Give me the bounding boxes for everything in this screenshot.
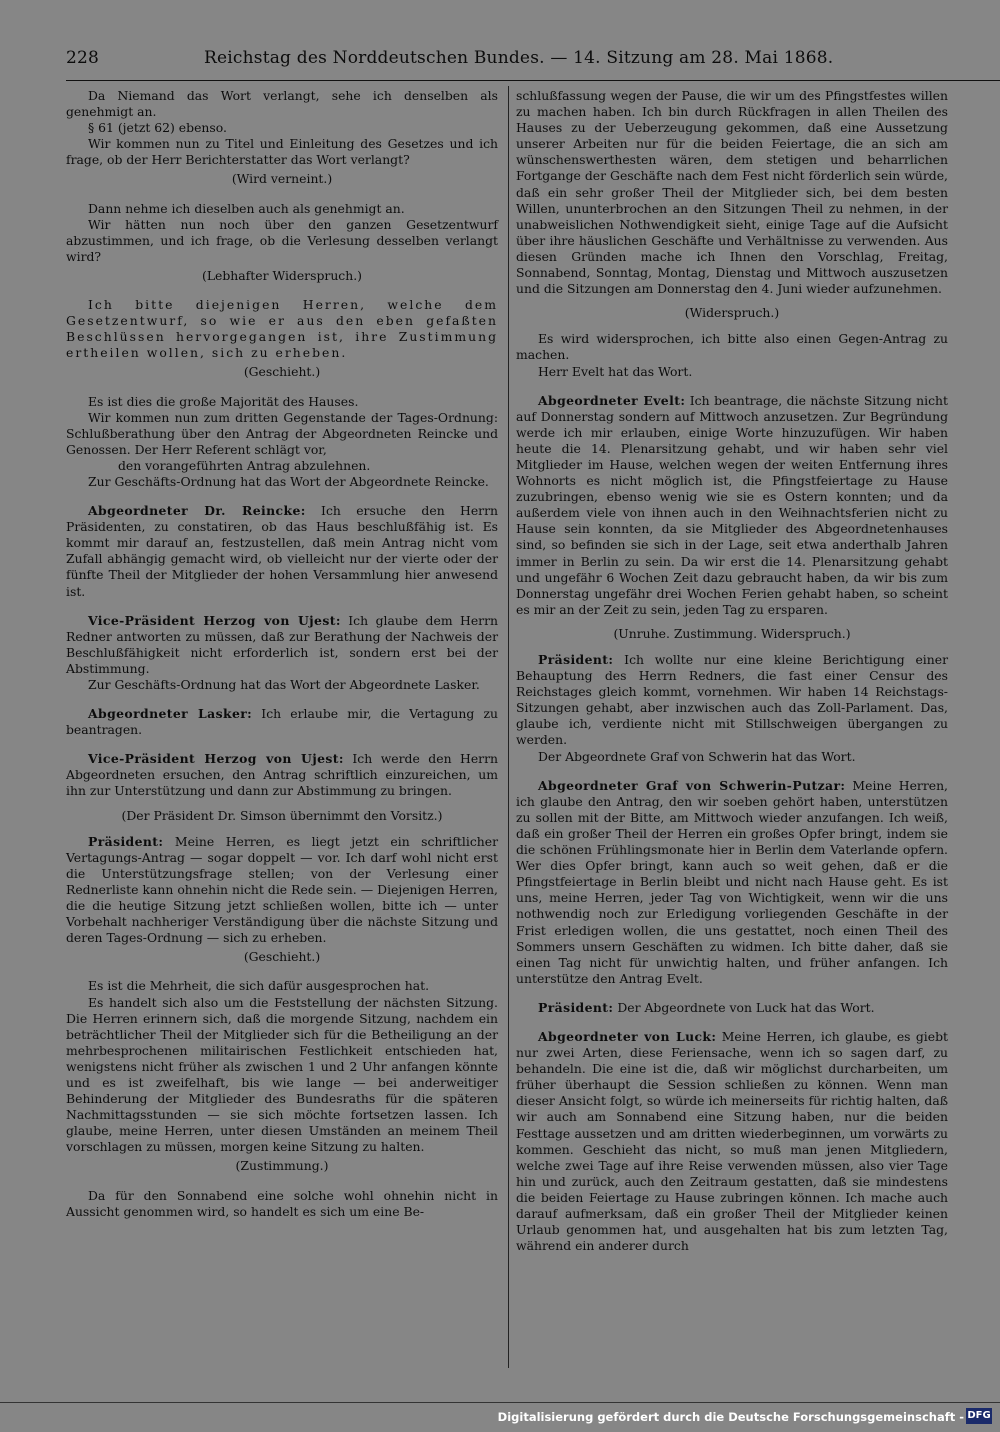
page-header bbox=[66, 48, 834, 74]
stage-direction bbox=[516, 305, 948, 321]
paragraph-text: (Geschieht.) bbox=[243, 364, 321, 380]
paragraph bbox=[66, 394, 498, 410]
paragraph-text: Wir hätten nun noch über den ganzen Gesetzentwurf abzustimmen, und ich frage, ob die Verlesung desselben verlangt wird? bbox=[66, 216, 498, 264]
paragraph-text: Herr Evelt hat das Wort. bbox=[538, 363, 693, 379]
paragraph bbox=[516, 1029, 948, 1254]
paragraph-text: Ich bitte diejenigen Herren, welche dem Gesetzentwurf, so wie er aus den eben gefaßten Beschlüssen hervorgegangen ist, ihre Zustimmung ertheilen wollen, sich zu erheben. bbox=[66, 297, 498, 361]
paragraph bbox=[516, 393, 948, 618]
paragraph-text: Ich wollte nur eine kleine Berichtigung einer Behauptung des Herrn Redners, die fast einer Censur des Reichstages gleich kommt, vornehmen. Wir haben 14 Reichstags-Sitzungen gehabt, aber inzwischen auch das Zoll-Parlament. Das, glaube ich, verdiente nicht mit Stillschweigen übergangen zu werden. bbox=[516, 652, 948, 748]
paragraph-text: (Zustimmung.) bbox=[235, 1158, 329, 1174]
paragraph-text: Ich glaube dem Herrn Redner antworten zu müssen, daß zur Berathung der Nachweis der Beschlußfähigkeit nicht erforderlich ist, sondern erst bei der Abstimmung. bbox=[66, 612, 498, 676]
paragraph bbox=[516, 778, 948, 987]
stage-direction bbox=[66, 268, 498, 284]
paragraph-text: schlußfassung wegen der Pause, die wir um des Pfingstfestes willen zu machen haben. Ich bin durch Rückfragen in allen Theilen des Hauses zu der Ueberzeugung gekommen, daß eine Aussetzung unserer Arbeiten nur für die beiden Feiertage, die an sich am wünschenswerthesten wären, dem stetigen und beharrlichen Fortgange der Geschäfte nach dem Fest nicht förderlich sein würde, daß ein sehr großer Theil der Mitglieder sich, bei dem besten Willen, ununterbrochen an den Sitzungen Theil zu nehmen, in der unabweislichen Nothwendigkeit sieht, einige Tage auf die Aufsicht über ihre häuslichen Geschäfte und Verhältnisse zu verwenden. Aus diesen Gründen mache ich Ihnen den Vorschlag, Freitag, Sonnabend, Sonntag, Montag, Dienstag und Mittwoch auszusetzen und die Sitzungen am Donnerstag den 4. Juni wieder aufzunehmen. bbox=[516, 88, 948, 297]
header-rule bbox=[66, 80, 1000, 81]
paragraph-text: (Lebhafter Widerspruch.) bbox=[201, 267, 362, 283]
speaker-name: Präsident: bbox=[538, 652, 614, 667]
paragraph bbox=[66, 706, 498, 738]
paragraph-text: (Der Präsident Dr. Simson übernimmt den Vorsitz.) bbox=[121, 807, 443, 823]
paragraph-text: Da Niemand das Wort verlangt, sehe ich denselben als genehmigt an. bbox=[66, 88, 498, 120]
paragraph bbox=[516, 652, 948, 749]
paragraph bbox=[66, 474, 498, 490]
paragraph bbox=[66, 995, 498, 1156]
speaker-name: Präsident: bbox=[88, 833, 164, 849]
paragraph-text: Zur Geschäfts-Ordnung hat das Wort der Abgeordnete Lasker. bbox=[88, 677, 480, 692]
speaker-name: Vice-Präsident Herzog von Ujest: bbox=[88, 612, 341, 628]
paragraph bbox=[66, 751, 498, 799]
paragraph-text: Zur Geschäfts-Ordnung hat das Wort der Abgeordnete Reincke. bbox=[88, 473, 489, 489]
paragraph-text: Es handelt sich also um die Feststellung der nächsten Sitzung. Die Herren erinnern sich, daß die morgende Sitzung, nachdem ein beträchtlicher Theil der Mitglieder sich für die Betheiligung an der mehrbesprochenen militairischen Festlichkeit entschieden hat, wenigstens nicht früher als zwischen 1 und 2 Uhr anfangen könnte und es ist zweifelhaft, bis wie lange — bei anderweitiger Behinderung der Mitglieder des Bundesraths für die späteren Nachmittagsstunden — sie sich möchte fortsetzen lassen. Ich glaube, meine Herren, unter diesen Umständen an meinem Theil vorschlagen zu müssen, morgen keine Sitzung zu halten. bbox=[66, 994, 498, 1155]
paragraph bbox=[516, 364, 948, 380]
paragraph bbox=[118, 458, 498, 474]
page-title: Reichstag des Norddeutschen Bundes. — 14. Sitzung am 28. Mai 1868. bbox=[204, 48, 834, 68]
paragraph-text: Es ist die Mehrheit, die sich dafür ausgesprochen hat. bbox=[88, 978, 430, 994]
column-divider bbox=[508, 86, 509, 1368]
paragraph-text: Meine Herren, ich glaube den Antrag, den wir soeben gehört haben, unterstützen zu sollen mit der Bitte, am Mittwoch wieder anzufangen. Ich weiß, daß ein großer Theil der Herren ein großes Opfer bringt, indem sie die schönen Frühlingsmonate hier in Berlin dem Vaterlande opfern. Wer dies Opfer bringt, kann auch so weit gehen, daß er die Pfingstfeiertage in Berlin bleibt und nicht nach Hause geht. Es ist uns, meine Herren, jeder Tag von Wichtigkeit, wenn wir die uns nothwendig noch zur Erledigung vorliegenden Geschäfte in der Frist erledigen wollen, die uns gestattet, noch einen Theil des Sommers unsern Geschäften zu widmen. Ich bitte daher, daß sie einen Tag nicht für unwichtig halten, und früher anfangen. Ich unterstütze den Antrag Evelt. bbox=[516, 777, 948, 986]
paragraph bbox=[66, 613, 498, 677]
paragraph-text: Wir kommen nun zu Titel und Einleitung des Gesetzes und ich frage, ob der Herr Berichterstatter das Wort verlangt? bbox=[66, 136, 498, 168]
speaker-name: Vice-Präsident Herzog von Ujest: bbox=[88, 751, 344, 767]
dfg-logo: DFG bbox=[966, 1408, 992, 1424]
paragraph bbox=[66, 503, 498, 600]
paragraph bbox=[66, 297, 498, 361]
paragraph-text: Dann nehme ich dieselben auch als genehmigt an. bbox=[88, 200, 405, 216]
paragraph bbox=[66, 410, 498, 458]
paragraph-text: (Wird verneint.) bbox=[231, 171, 333, 187]
paragraph-text: (Geschieht.) bbox=[243, 949, 321, 965]
paragraph bbox=[516, 1000, 948, 1016]
speaker-name: Abgeordneter Graf von Schwerin-Putzar: bbox=[538, 777, 846, 793]
right-column bbox=[516, 88, 948, 1254]
paragraph bbox=[516, 88, 948, 297]
left-column bbox=[66, 88, 498, 1220]
paragraph-text: Wir kommen nun zum dritten Gegenstande der Tages-Ordnung: Schlußberathung über den Antrag der Abgeordneten Reincke und Genossen. Der Herr Referent schlägt vor, bbox=[66, 409, 498, 457]
paragraph-text: Ich erlaube mir, die Vertagung zu beantragen. bbox=[66, 706, 498, 738]
paragraph bbox=[516, 331, 948, 363]
stage-direction bbox=[516, 626, 948, 642]
stage-direction bbox=[66, 364, 498, 380]
footer-credit: Digitalisierung gefördert durch die Deutsche Forschungsgemeinschaft - bbox=[497, 1410, 964, 1424]
stage-direction bbox=[66, 949, 498, 965]
paragraph bbox=[66, 88, 498, 120]
speaker-name: Abgeordneter Evelt: bbox=[538, 392, 686, 408]
page-number: 228 bbox=[66, 48, 100, 68]
paragraph bbox=[66, 217, 498, 265]
speaker-name: Abgeordneter Dr. Reincke: bbox=[88, 503, 306, 519]
paragraph-text: Es wird widersprochen, ich bitte also einen Gegen-Antrag zu machen. bbox=[516, 331, 948, 363]
paragraph bbox=[66, 136, 498, 168]
paragraph bbox=[66, 834, 498, 947]
stage-direction bbox=[66, 808, 498, 824]
paragraph bbox=[66, 677, 498, 693]
paragraph-text: Ich ersuche den Herrn Präsidenten, zu constatiren, ob das Haus beschlußfähig ist. Es kommt mir darauf an, festzustellen, daß mein Antrag nicht vom Zufall abhängig gemacht wird, ob vielleicht nur der vierte oder der fünfte Theil der Mitglieder der hohen Versammlung hier anwesend ist. bbox=[66, 503, 498, 599]
paragraph-text: Ich werde den Herrn Abgeordneten ersuchen, den Antrag schriftlich einzureichen, um ihn zur Unterstützung und dann zur Abstimmung zu bringen. bbox=[66, 751, 498, 799]
paragraph-text: § 61 (jetzt 62) ebenso. bbox=[88, 120, 227, 136]
paragraph-text: den vorangeführten Antrag abzulehnen. bbox=[118, 457, 371, 473]
stage-direction bbox=[66, 1158, 498, 1174]
paragraph-text: Der Abgeordnete Graf von Schwerin hat das Wort. bbox=[538, 748, 856, 764]
paragraph-text: Meine Herren, es liegt jetzt ein schriftlicher Vertagungs-Antrag — sogar doppelt — vor. Ich darf wohl nicht erst die Unterstützungsfrage stellen; von der Verlesung einer Rednerliste kann ohnehin nicht die Rede sein. — Diejenigen Herren, die die heutige Sitzung jetzt schließen wollen, bitte ich — unter Vorbehalt nachheriger Verständigung über die nächste Sitzung und deren Tages-Ordnung — sich zu erheben. bbox=[66, 833, 498, 946]
paragraph bbox=[66, 1188, 498, 1220]
paragraph-text: Es ist dies die große Majorität des Hauses. bbox=[88, 393, 359, 409]
speaker-name: Abgeordneter Lasker: bbox=[88, 706, 253, 722]
paragraph bbox=[516, 749, 948, 765]
paragraph bbox=[66, 978, 498, 994]
paragraph bbox=[66, 120, 498, 136]
stage-direction bbox=[66, 171, 498, 187]
paragraph-text: (Widerspruch.) bbox=[684, 305, 780, 321]
speaker-name: Präsident: bbox=[538, 999, 614, 1015]
paragraph-text: Der Abgeordnete von Luck hat das Wort. bbox=[613, 999, 875, 1015]
speaker-name: Abgeordneter von Luck: bbox=[538, 1028, 717, 1044]
paragraph-text: Meine Herren, ich glaube, es giebt nur zwei Arten, diese Feriensache, wenn ich so sagen darf, zu behandeln. Die eine ist die, daß wir möglichst durcharbeiten, um früher überhaupt die Session schließen zu können. Wenn man dieser Ansicht folgt, so würde ich meinerseits für richtig halten, daß wir auch am Sonnabend eine Sitzung haben, nur die beiden Festtage aussetzen und am dritten wiederbeginnen, um vorwärts zu kommen. Geschieht das nicht, so muß man jenen Mitgliedern, welche zwei Tage auf ihre Reise verwenden müssen, also vier Tage hin und zurück, auch den Zeitraum gestatten, daß sie mindestens die beiden Feiertage zu Hause zubringen können. Ich mache auch darauf aufmerksam, daß ein großer Theil der Mitglieder keinen Urlaub genommen hat, und ausgehalten hat bis zum letzten Tag, während ein anderer durch bbox=[516, 1028, 948, 1254]
paragraph-text: (Unruhe. Zustimmung. Widerspruch.) bbox=[613, 625, 851, 641]
footer-rule bbox=[0, 1402, 1000, 1403]
paragraph-text: Ich beantrage, die nächste Sitzung nicht auf Donnerstag sondern auf Mittwoch anzusetzen. Zur Begründung werde ich mir erlauben, einige Worte hinzuzufügen. Wir haben heute die 14. Plenarsitzung gehabt, und wir haben sehr viel Mitglieder im Hause, welchen wegen der weiten Entfernung ihres Wohnorts es nicht möglich ist, die Pfingstfeiertage zu Hause zuzubringen, ebenso wenig wie sie es Ostern konnten; und da außerdem viele von ihnen auch in den Weihnachtsferien nicht zu Hause sein konnten, da sie Mitglieder des Abgeordnetenhauses sind, so befinden sie sich in der Lage, seit etwa anderthalb Jahren immer in Berlin zu sein. Da wir erst die 14. Plenarsitzung gehabt und ungefähr 6 Wochen Zeit dazu gebraucht haben, da wir bis zum Donnerstag ungefähr drei Wochen Ferien gehabt haben, so scheint es mir an der Zeit zu sein, jeden Tag zu ersparen. bbox=[516, 392, 948, 617]
paragraph-text: Da für den Sonnabend eine solche wohl ohnehin nicht in Aussicht genommen wird, so handelt es sich um eine Be- bbox=[66, 1187, 498, 1219]
paragraph bbox=[66, 201, 498, 217]
